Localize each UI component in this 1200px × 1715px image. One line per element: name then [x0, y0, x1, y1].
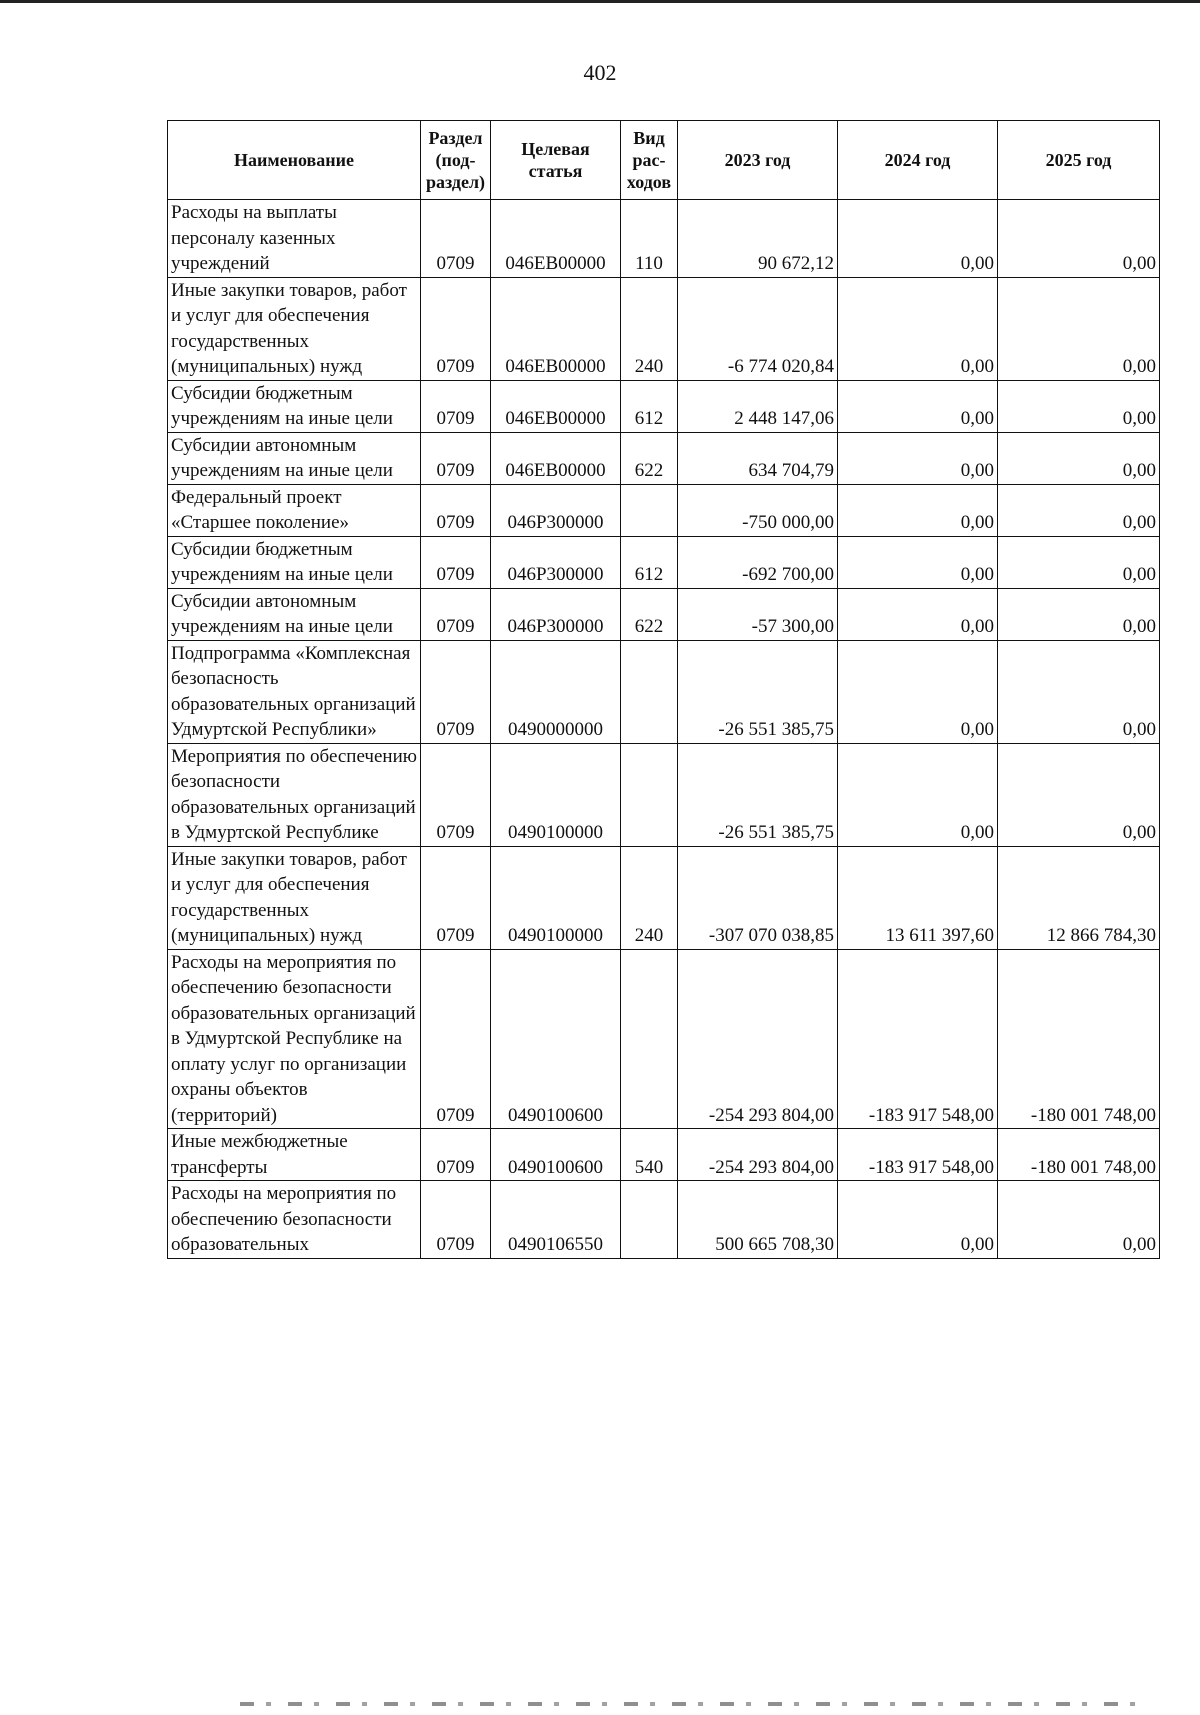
cell-type	[621, 640, 678, 743]
cell-2025: 0,00	[998, 277, 1160, 380]
cell-target: 046P300000	[491, 484, 621, 536]
cell-type	[621, 1181, 678, 1259]
header-2024: 2024 год	[838, 121, 998, 200]
budget-table	[167, 120, 1160, 1259]
cell-section: 0709	[421, 277, 491, 380]
cell-2024: -183 917 548,00	[838, 1129, 998, 1181]
table-row	[168, 949, 1160, 1129]
cell-name: Иные закупки товаров, работ и услуг для обеспечения государственных (муниципальных) нужд	[168, 277, 421, 380]
cell-target: 046EB00000	[491, 277, 621, 380]
cell-target: 0490100000	[491, 743, 621, 846]
cell-target: 046P300000	[491, 588, 621, 640]
cell-type	[621, 484, 678, 536]
table-row	[168, 640, 1160, 743]
cell-2024: 0,00	[838, 432, 998, 484]
cell-section: 0709	[421, 640, 491, 743]
cell-2025: 0,00	[998, 536, 1160, 588]
cell-2023: -6 774 020,84	[678, 277, 838, 380]
header-row	[168, 121, 1160, 200]
cell-type	[621, 949, 678, 1129]
cell-2023: -254 293 804,00	[678, 949, 838, 1129]
table-row	[168, 432, 1160, 484]
cell-section: 0709	[421, 1129, 491, 1181]
cell-type	[621, 743, 678, 846]
cell-2024: 0,00	[838, 536, 998, 588]
cell-2024: 13 611 397,60	[838, 846, 998, 949]
table-row	[168, 1181, 1160, 1259]
cell-2023: -26 551 385,75	[678, 640, 838, 743]
cell-2025: 0,00	[998, 432, 1160, 484]
cell-type: 240	[621, 846, 678, 949]
cell-type: 622	[621, 588, 678, 640]
cell-target: 046EB00000	[491, 200, 621, 278]
cell-2023: -254 293 804,00	[678, 1129, 838, 1181]
cell-2024: 0,00	[838, 1181, 998, 1259]
cell-2023: 500 665 708,30	[678, 1181, 838, 1259]
cell-2024: 0,00	[838, 380, 998, 432]
cell-target: 046EB00000	[491, 380, 621, 432]
cell-2023: 2 448 147,06	[678, 380, 838, 432]
cell-2023: 90 672,12	[678, 200, 838, 278]
table-row	[168, 277, 1160, 380]
table-row	[168, 846, 1160, 949]
cell-2023: 634 704,79	[678, 432, 838, 484]
cell-name: Расходы на мероприятия по обеспечению безопасности образовательных	[168, 1181, 421, 1259]
cell-target: 0490000000	[491, 640, 621, 743]
cell-2025: -180 001 748,00	[998, 949, 1160, 1129]
cell-section: 0709	[421, 1181, 491, 1259]
cell-2024: 0,00	[838, 743, 998, 846]
cell-2025: 0,00	[998, 640, 1160, 743]
header-2023: 2023 год	[678, 121, 838, 200]
header-2025: 2025 год	[998, 121, 1160, 200]
header-section: Раздел (под- раздел)	[421, 121, 491, 200]
cell-section: 0709	[421, 380, 491, 432]
cell-name: Иные закупки товаров, работ и услуг для обеспечения государственных (муниципальных) нужд	[168, 846, 421, 949]
cell-target: 0490100600	[491, 1129, 621, 1181]
cell-2024: 0,00	[838, 640, 998, 743]
table-row	[168, 588, 1160, 640]
table-row	[168, 484, 1160, 536]
cell-2024: 0,00	[838, 484, 998, 536]
scan-artifact	[240, 1702, 1140, 1706]
cell-type: 612	[621, 536, 678, 588]
cell-2025: 0,00	[998, 380, 1160, 432]
cell-section: 0709	[421, 588, 491, 640]
cell-name: Иные межбюджетные трансферты	[168, 1129, 421, 1181]
cell-2025: 0,00	[998, 1181, 1160, 1259]
cell-name: Субсидии автономным учреждениям на иные цели	[168, 432, 421, 484]
cell-type: 110	[621, 200, 678, 278]
cell-target: 0490106550	[491, 1181, 621, 1259]
cell-target: 046P300000	[491, 536, 621, 588]
cell-target: 0490100600	[491, 949, 621, 1129]
cell-name: Субсидии бюджетным учреждениям на иные цели	[168, 536, 421, 588]
cell-name: Мероприятия по обеспечению безопасности образовательных организаций в Удмуртской Республике	[168, 743, 421, 846]
cell-type: 540	[621, 1129, 678, 1181]
table-row	[168, 536, 1160, 588]
cell-2023: -307 070 038,85	[678, 846, 838, 949]
cell-section: 0709	[421, 536, 491, 588]
page-number: 402	[583, 60, 617, 85]
cell-2023: -692 700,00	[678, 536, 838, 588]
table-row	[168, 1129, 1160, 1181]
cell-name: Расходы на выплаты персоналу казенных учреждений	[168, 200, 421, 278]
cell-section: 0709	[421, 743, 491, 846]
cell-2024: -183 917 548,00	[838, 949, 998, 1129]
cell-2025: 0,00	[998, 484, 1160, 536]
cell-2025: -180 001 748,00	[998, 1129, 1160, 1181]
cell-2025: 0,00	[998, 743, 1160, 846]
table-row	[168, 743, 1160, 846]
page-top-edge	[0, 0, 1200, 3]
header-type: Вид рас- ходов	[621, 121, 678, 200]
header-name: Наименование	[168, 121, 421, 200]
cell-section: 0709	[421, 200, 491, 278]
cell-2024: 0,00	[838, 277, 998, 380]
cell-2025: 0,00	[998, 588, 1160, 640]
cell-section: 0709	[421, 846, 491, 949]
cell-type: 622	[621, 432, 678, 484]
header-target: Целевая статья	[491, 121, 621, 200]
cell-2023: -750 000,00	[678, 484, 838, 536]
cell-section: 0709	[421, 949, 491, 1129]
cell-section: 0709	[421, 432, 491, 484]
cell-2025: 0,00	[998, 200, 1160, 278]
cell-section: 0709	[421, 484, 491, 536]
table-header	[168, 121, 1160, 200]
cell-target: 046EB00000	[491, 432, 621, 484]
cell-type: 240	[621, 277, 678, 380]
cell-name: Субсидии бюджетным учреждениям на иные цели	[168, 380, 421, 432]
cell-2023: -57 300,00	[678, 588, 838, 640]
cell-2024: 0,00	[838, 588, 998, 640]
cell-type: 612	[621, 380, 678, 432]
table-body	[168, 200, 1160, 1259]
cell-name: Федеральный проект «Старшее поколение»	[168, 484, 421, 536]
cell-2024: 0,00	[838, 200, 998, 278]
cell-name: Подпрограмма «Комплексная безопасность образовательных организаций Удмуртской Республики»	[168, 640, 421, 743]
table-row	[168, 200, 1160, 278]
cell-2025: 12 866 784,30	[998, 846, 1160, 949]
cell-name: Субсидии автономным учреждениям на иные цели	[168, 588, 421, 640]
cell-2023: -26 551 385,75	[678, 743, 838, 846]
table-row	[168, 380, 1160, 432]
cell-target: 0490100000	[491, 846, 621, 949]
cell-name: Расходы на мероприятия по обеспечению безопасности образовательных организаций в Удмуртской Республике на оплату услуг по организации охраны объектов (территорий)	[168, 949, 421, 1129]
